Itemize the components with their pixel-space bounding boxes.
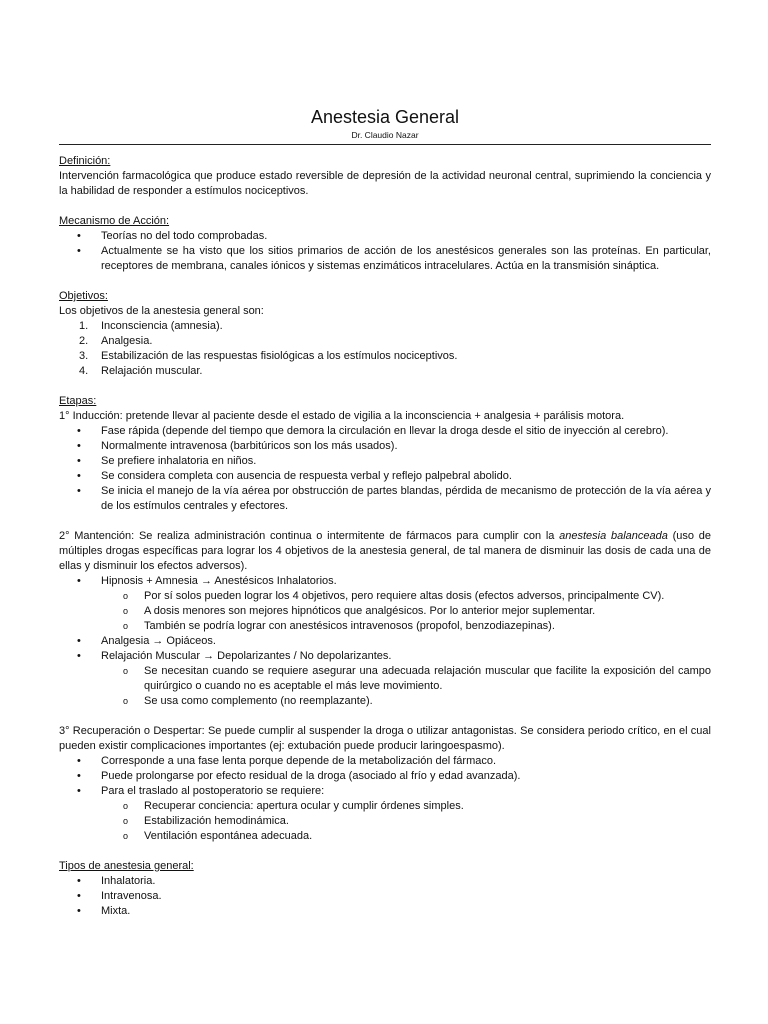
- objetivos-list: [59, 319, 711, 379]
- list-item: 1. Inconsciencia (amnesia).: [79, 320, 223, 332]
- list-item: • Relajación Muscular → Depolarizantes / No depolarizantes.: [77, 650, 392, 662]
- bullet-icon: •: [77, 470, 81, 482]
- list-item: 3. Estabilización de las respuestas fisiológicas a los estímulos nociceptivos.: [79, 350, 458, 362]
- document-title: Anestesia General: [310, 107, 460, 127]
- bullet-icon: •: [77, 575, 81, 587]
- bullet-icon: •: [77, 755, 81, 767]
- recuperacion-intro: 3° Recuperación o Despertar: Se puede cumplir al suspender la droga o utilizar antagonistas. Se considera periodo crítico, en el cual pueden existir complicaciones importantes (ej: extubación puede producir laringoespasmo).: [59, 725, 711, 752]
- list-item: • Intravenosa.: [77, 890, 162, 902]
- bullet-icon: •: [77, 485, 81, 497]
- bullet-icon: •: [77, 440, 81, 452]
- circle-bullet-icon: o: [123, 666, 129, 676]
- list-item: • Mixta.: [77, 905, 131, 917]
- tipos-list: [59, 874, 711, 919]
- list-item: • Analgesia → Opiáceos.: [77, 635, 216, 647]
- induccion-list: [59, 424, 711, 514]
- recuperacion-list: [59, 754, 711, 844]
- mecanismo-list: [59, 229, 711, 274]
- bullet-icon: •: [77, 785, 81, 797]
- list-item: • Se considera completa con ausencia de respuesta verbal y reflejo palpebral abolido.: [77, 470, 512, 482]
- list-item: o Por sí solos pueden lograr los 4 objetivos, pero requiere altas dosis (efectos adversos, principalmente CV).: [123, 590, 665, 602]
- objetivos-heading: Objetivos:: [59, 290, 108, 302]
- bullet-icon: •: [77, 455, 81, 467]
- list-item: o Estabilización hemodinámica.: [123, 815, 289, 827]
- document-author: Dr. Claudio Nazar: [351, 130, 419, 140]
- induccion-intro: 1° Inducción: pretende llevar al paciente desde el estado de vigilia a la inconsciencia + analgesia + parálisis motora.: [59, 410, 625, 422]
- list-item: • Para el traslado al postoperatorio se requiere:: [77, 785, 325, 797]
- circle-bullet-icon: o: [123, 831, 129, 841]
- circle-bullet-icon: o: [123, 696, 129, 706]
- list-item: o También se podría lograr con anestésicos intravenosos (propofol, benzodiazepinas).: [123, 620, 555, 632]
- bullet-icon: •: [77, 650, 81, 662]
- list-item: • Se prefiere inhalatoria en niños.: [77, 455, 257, 467]
- circle-bullet-icon: o: [123, 621, 129, 631]
- bullet-icon: •: [77, 245, 81, 257]
- list-item: • Puede prolongarse por efecto residual de la droga (asociado al frío y edad avanzada).: [77, 770, 521, 782]
- list-item: • Teorías no del todo comprobadas.: [77, 230, 268, 242]
- list-item: • Se inicia el manejo de la vía aérea por obstrucción de partes blandas, pérdida de mecanismo de protección de la vía aérea y de los estímulos centrales y efectores.: [77, 485, 711, 512]
- bullet-icon: •: [77, 770, 81, 782]
- bullet-icon: •: [77, 635, 81, 647]
- list-item: 2. Analgesia.: [79, 335, 153, 347]
- mantencion-intro: 2° Mantención: Se realiza administración continua o intermitente de fármacos para cumplir con la anestesia balanceada (uso de múltiples drogas específicas para lograr los 4 objetivos de la anestesia general, de tal manera de disminuir las dosis de cada una de ellas y disminuir los efectos adversos).: [59, 530, 712, 572]
- definicion-text: Intervención farmacológica que produce estado reversible de depresión de la actividad neuronal central, suprimiendo la conciencia y la habilidad de responder a estímulos nociceptivos.: [59, 170, 711, 197]
- bullet-icon: •: [77, 905, 81, 917]
- circle-bullet-icon: o: [123, 606, 129, 616]
- list-item: • Normalmente intravenosa (barbitúricos son los más usados).: [77, 440, 398, 452]
- list-item: o Ventilación espontánea adecuada.: [123, 830, 313, 842]
- title-divider: [59, 144, 711, 145]
- list-item: • Fase rápida (depende del tiempo que demora la circulación en llevar la droga desde el sitio de inyección al cerebro).: [77, 425, 669, 437]
- list-item: o Se necesitan cuando se requiere asegurar una adecuada relajación muscular que facilite la exposición del campo quirúrgico o cuando no es aceptable el más leve movimiento.: [123, 665, 711, 692]
- objetivos-intro: Los objetivos de la anestesia general son:: [59, 305, 264, 317]
- circle-bullet-icon: o: [123, 816, 129, 826]
- circle-bullet-icon: o: [123, 801, 129, 811]
- mecanismo-heading: Mecanismo de Acción:: [59, 215, 170, 227]
- list-item: • Actualmente se ha visto que los sitios primarios de acción de los anestésicos generales son las proteínas. En particular, receptores de membrana, canales iónicos y sistemas enzimáticos intracelulares. Actúa en la transmisión sináptica.: [77, 245, 711, 272]
- list-item: o A dosis menores son mejores hipnóticos que analgésicos. Por lo anterior mejor suplementar.: [123, 605, 596, 617]
- list-item: o Recuperar conciencia: apertura ocular y cumplir órdenes simples.: [123, 800, 464, 812]
- bullet-icon: •: [77, 230, 81, 242]
- circle-bullet-icon: o: [123, 591, 129, 601]
- etapas-heading: Etapas:: [59, 395, 97, 407]
- list-item: 4. Relajación muscular.: [79, 365, 203, 377]
- list-item: • Hipnosis + Amnesia → Anestésicos Inhalatorios.: [77, 575, 337, 587]
- bullet-icon: •: [77, 890, 81, 902]
- list-item: • Inhalatoria.: [77, 875, 156, 887]
- bullet-icon: •: [77, 425, 81, 437]
- list-item: • Corresponde a una fase lenta porque depende de la metabolización del fármaco.: [77, 755, 497, 767]
- list-item: o Se usa como complemento (no reemplazante).: [123, 695, 373, 707]
- tipos-heading: Tipos de anestesia general:: [59, 860, 194, 872]
- document-page: [59, 106, 711, 919]
- bullet-icon: •: [77, 875, 81, 887]
- definicion-heading: Definición:: [59, 155, 111, 167]
- mantencion-list: [59, 574, 711, 709]
